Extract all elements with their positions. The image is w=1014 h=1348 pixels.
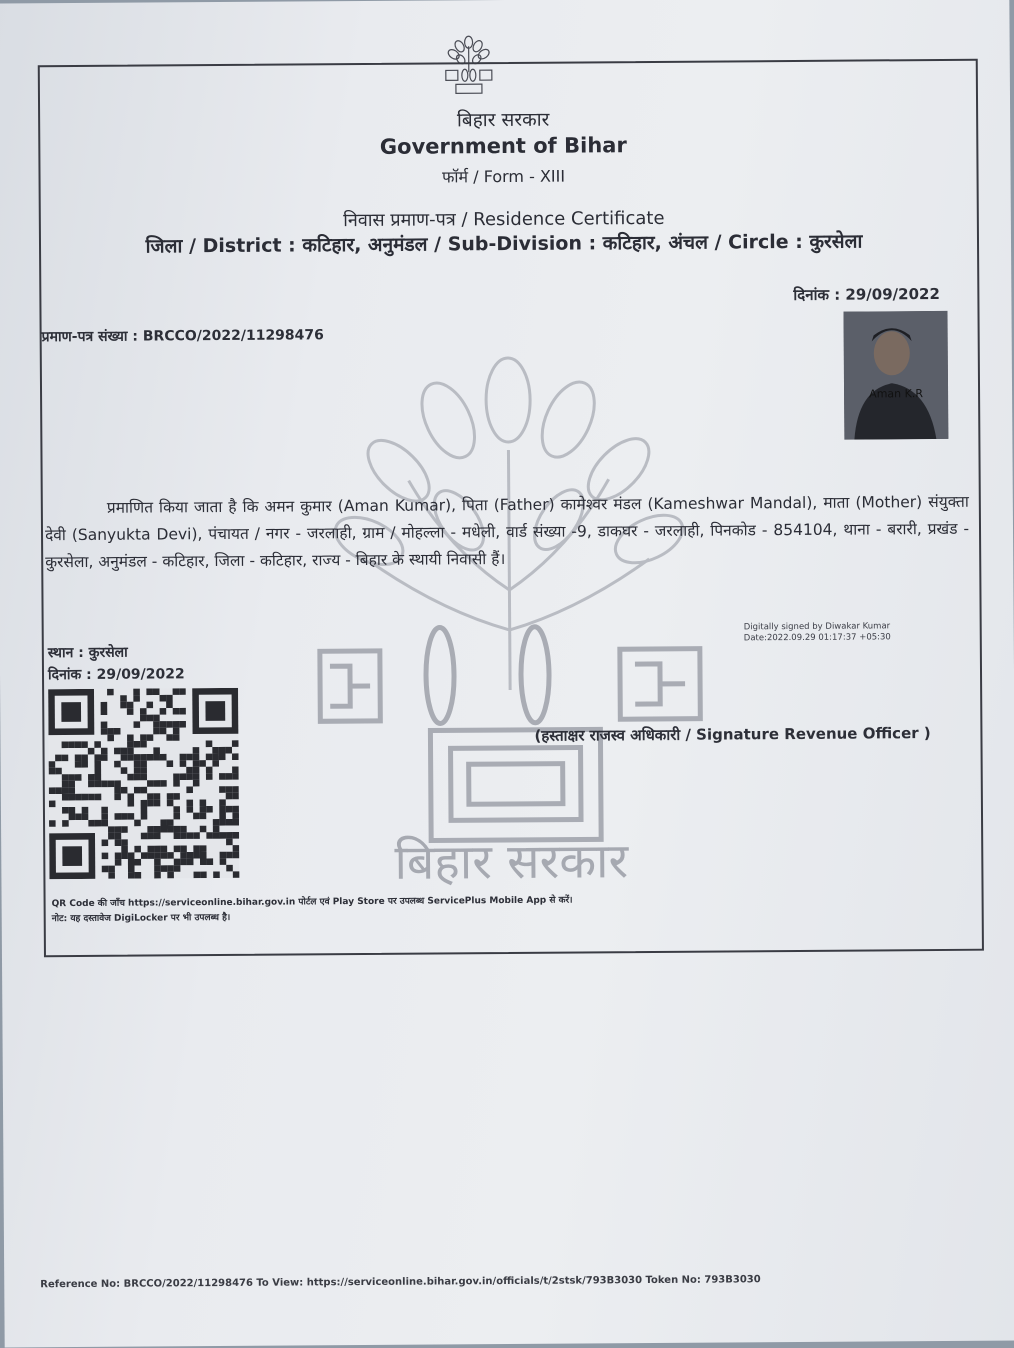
applicant-photo: [843, 311, 948, 440]
govt-title-english: Government of Bihar: [379, 133, 627, 159]
reference-line: Reference No: BRCCO/2022/11298476 To View: https://serviceonline.bihar.gov.in/officials/t/2stsk/793B3030 Token No: 793B3030: [40, 1274, 761, 1291]
digilocker-note: नोट: यह दस्तावेज DigiLocker पर भी उपलब्ध है।: [51, 912, 231, 925]
qr-code[interactable]: [48, 688, 239, 879]
certificate-number: प्रमाण-पत्र संख्या : BRCCO/2022/11298476: [41, 327, 324, 346]
photo-caption: Aman K.R: [869, 387, 924, 401]
govt-title-hindi: बिहार सरकार: [456, 108, 550, 132]
location-line: जिला / District : कटिहार, अनुमंडल / Sub-Division : कटिहार, अंचल / Circle : कुरसेला: [145, 230, 863, 258]
watermark-emblem: [298, 329, 722, 892]
issue-date-top: दिनांक : 29/09/2022: [793, 284, 940, 304]
digital-signature-block: [744, 621, 891, 644]
digital-signature-line1: Digitally signed by Diwakar Kumar: [743, 621, 891, 633]
certificate-title: निवास प्रमाण-पत्र / Residence Certificate: [343, 207, 665, 232]
place-label: स्थान : कुरसेला: [47, 644, 128, 662]
digital-signature-line2: Date:2022.09.29 01:17:37 +05:30: [743, 632, 891, 644]
qr-verification-note: QR Code की जाँच https://serviceonline.bihar.gov.in पोर्टल एवं Play Store पर उपलब्ध ServicePlus Mobile App से करें।: [51, 895, 573, 910]
certification-statement: प्रमाणित किया जाता है कि अमन कुमार (Aman Kumar), पिता (Father) कामेश्वर मंडल (Kameshwar Mandal), माता (Mother) संयुक्ता देवी (Sanyukta Devi), पंचायत / नगर - जरलाही, ग्राम / मोहल्ला - मधेली, वार्ड संख्या -9, डाकघर - जरलाही, पिनकोड - 854104, थाना - बरारी, प्रखंड - कुरसेला, अनुमंडल - कटिहार, जिला - कटिहार, राज्य - बिहार के स्थायी निवासी हैं।: [44, 492, 970, 572]
person-photo-icon: [843, 311, 948, 440]
form-number: फॉर्म / Form - XIII: [441, 166, 566, 187]
signature-label: (हस्ताक्षर राजस्व अधिकारी / Signature Revenue Officer ): [534, 724, 931, 745]
watermark-text: बिहार सरकार: [394, 833, 629, 891]
issue-date-bottom: दिनांक : 29/09/2022: [47, 666, 185, 684]
